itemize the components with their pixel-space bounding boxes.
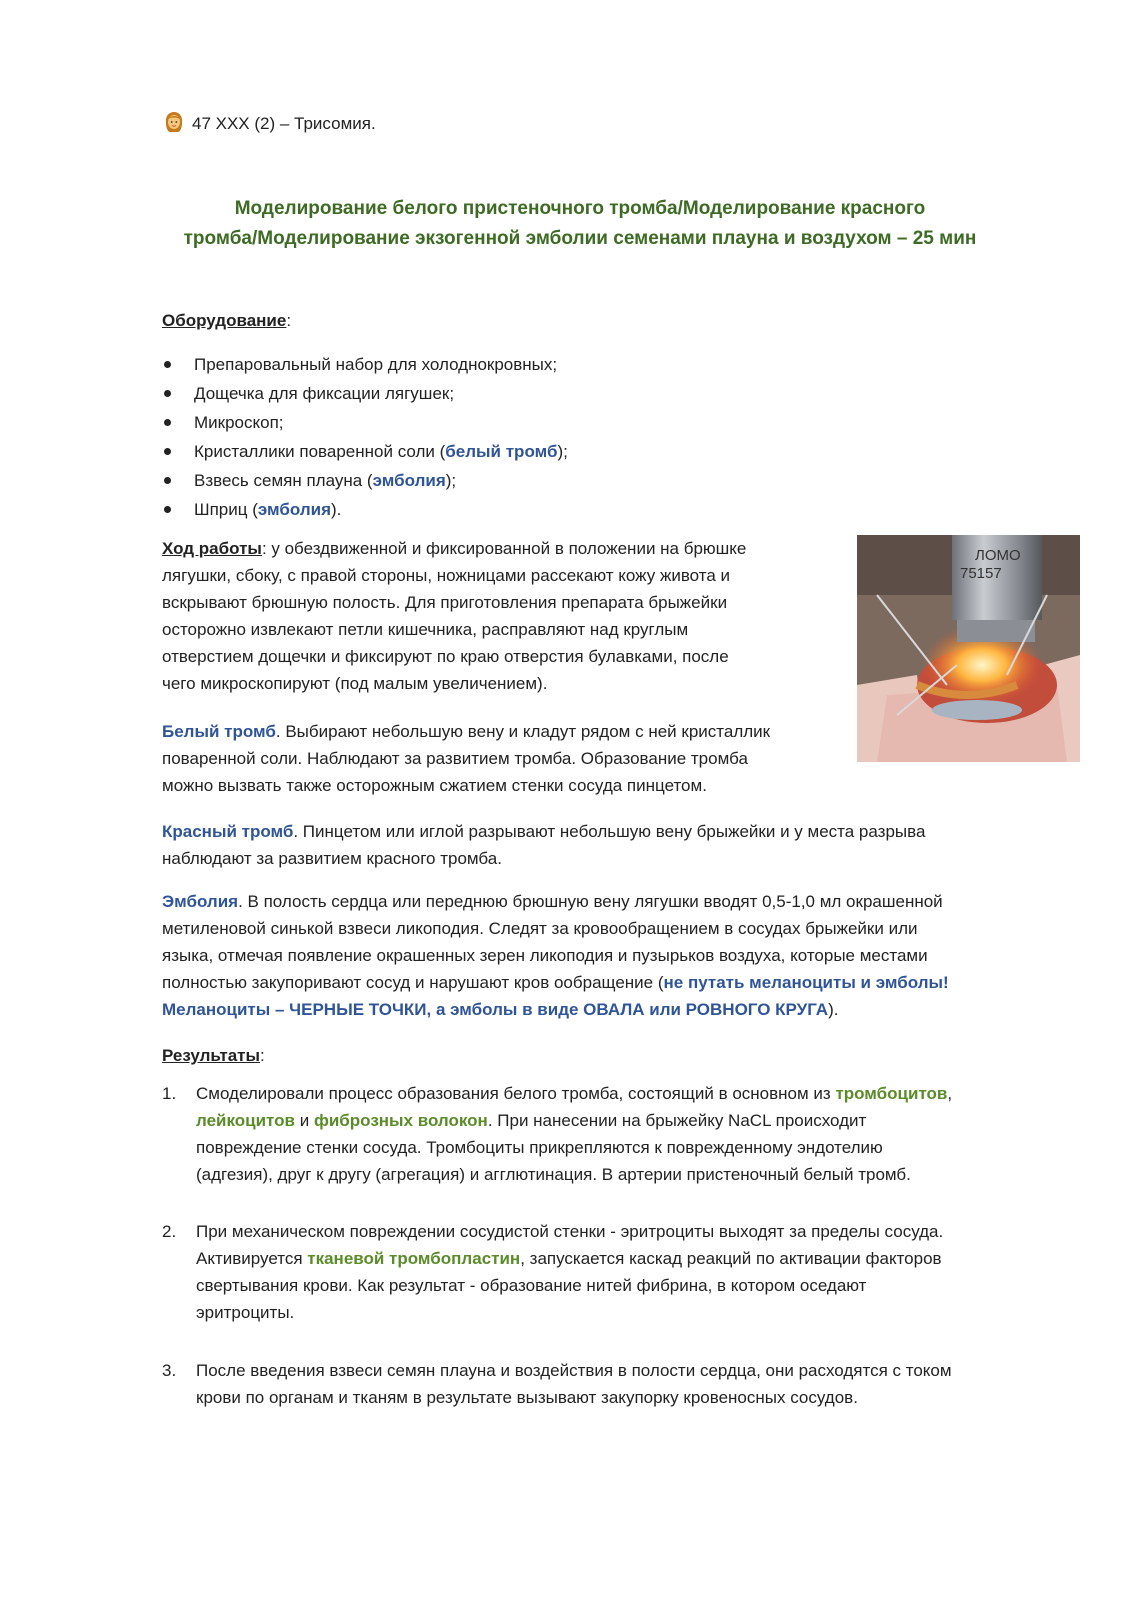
- item-highlight: белый тромб: [445, 442, 558, 461]
- text-span: полностью закупоривают сосуд и нарушают кров ообращение (: [162, 973, 664, 992]
- results-heading: [162, 1046, 265, 1066]
- text-line: наблюдают за развитием красного тромба.: [162, 849, 502, 868]
- bullet-icon: [164, 361, 171, 368]
- white-thrombus-heading: Белый тромб: [162, 722, 276, 741]
- term-highlight: тромбоцитов: [835, 1084, 948, 1103]
- text-line: осторожно извлекают петли кишечника, расправляют над круглым: [162, 620, 689, 639]
- photo-label: 75157: [960, 565, 1002, 582]
- item-text: Дощечка для фиксации лягушек;: [194, 384, 455, 403]
- title-line: тромба/Моделирование экзогенной эмболии семенами плауна и воздухом – 25 мин: [183, 228, 977, 249]
- text-span: , запускается каскад реакций по активации факторов: [520, 1249, 942, 1268]
- list-item: [162, 350, 568, 379]
- red-thrombus-paragraph: [162, 818, 1062, 872]
- bullet-icon: [164, 477, 171, 484]
- karyotype-text: 47 XXX (2) – Трисомия.: [192, 114, 376, 133]
- item-text: ).: [331, 500, 342, 519]
- woman-emoji-icon: [162, 110, 186, 134]
- text-line: [162, 888, 1062, 915]
- text-line: [162, 996, 1062, 1023]
- text-line: языка, отмечая появление окрашенных зерен ликоподия и пузырьков воздуха, которые местами: [162, 946, 928, 965]
- text-line: [162, 969, 1062, 996]
- bullet-icon: [164, 419, 171, 426]
- text-line: отверстием дощечки и фиксируют по краю отверстия булавками, после: [162, 647, 729, 666]
- bullet-icon: [164, 390, 171, 397]
- item-text: );: [445, 471, 457, 490]
- text-line: [196, 1107, 1066, 1134]
- equipment-heading-colon: :: [286, 311, 292, 330]
- result-text: [196, 1080, 1066, 1188]
- text-line: свертывания крови. Как результат - образование нитей фибрина, в котором оседают: [196, 1276, 867, 1295]
- item-text: Препаровальный набор для холоднокровных;: [194, 355, 558, 374]
- embolism-heading: Эмболия: [162, 892, 239, 911]
- equipment-heading: [162, 311, 291, 331]
- text-span: Смоделировали процесс образования белого тромба, состоящий в основном из: [196, 1084, 836, 1103]
- item-text: Шприц (: [194, 500, 258, 519]
- item-number: 1.: [162, 1084, 177, 1103]
- equipment-heading-text: Оборудование: [162, 311, 287, 330]
- item-text: Взвесь семян плауна (: [194, 471, 373, 490]
- term-highlight: лейкоцитов: [196, 1111, 295, 1130]
- text-line: [162, 818, 1062, 845]
- karyotype-note: [162, 110, 376, 134]
- results-heading-text: Результаты: [162, 1046, 261, 1065]
- list-item: [162, 379, 568, 408]
- text-span: . В полость сердца или переднюю брюшную вену лягушки вводят 0,5-1,0 мл окрашенной: [238, 892, 943, 911]
- text-line: При механическом повреждении сосудистой стенки - эритроциты выходят за пределы сосуда.: [196, 1222, 944, 1241]
- text-span: ,: [947, 1084, 953, 1103]
- text-line: [162, 718, 842, 745]
- text-line: [196, 1245, 1066, 1272]
- text-span: ).: [828, 1000, 839, 1019]
- term-highlight: фиброзных волокон: [313, 1111, 488, 1130]
- result-text: [196, 1218, 1066, 1326]
- results-heading-colon: :: [260, 1046, 265, 1065]
- text-span: и: [295, 1111, 314, 1130]
- item-number: 3.: [162, 1361, 177, 1380]
- list-item: [162, 408, 568, 437]
- text-span: . Пинцетом или иглой разрывают небольшую вену брыжейки и у места разрыва: [293, 822, 926, 841]
- white-thrombus-paragraph: [162, 718, 842, 799]
- warning-highlight: Меланоциты – ЧЕРНЫЕ ТОЧКИ, а эмболы в виде ОВАЛА или РОВНОГО КРУГА: [162, 1000, 829, 1019]
- text-line: вскрывают брюшную полость. Для приготовления препарата брыжейки: [162, 593, 728, 612]
- text-line: лягушки, сбоку, с правой стороны, ножницами рассекают кожу живота и: [162, 566, 731, 585]
- bullet-icon: [164, 448, 171, 455]
- procedure-heading: Ход работы: [162, 539, 262, 558]
- list-item: [162, 466, 568, 495]
- bullet-icon: [164, 506, 171, 513]
- text-line: [196, 1080, 1066, 1107]
- item-text: Кристаллики поваренной соли (: [194, 442, 446, 461]
- text-line: поваренной соли. Наблюдают за развитием тромба. Образование тромба: [162, 749, 748, 768]
- text-span: . Выбирают небольшую вену и кладут рядом с ней кристаллик: [275, 722, 771, 741]
- microscope-photo: [857, 535, 1080, 762]
- photo-label: ЛОМО: [975, 547, 1021, 564]
- list-item: [162, 495, 568, 524]
- warning-highlight: не путать меланоциты и эмболы!: [663, 973, 949, 992]
- text-line: [162, 535, 832, 562]
- title-line: Моделирование белого пристеночного тромба/Моделирование красного: [234, 198, 926, 219]
- embolism-paragraph: [162, 888, 1062, 1023]
- text-line: (адгезия), друг к другу (агрегация) и агглютинация. В артерии пристеночный белый тромб.: [196, 1165, 911, 1184]
- item-text: Микроскоп;: [194, 413, 284, 432]
- text-line: чего микроскопируют (под малым увеличением).: [162, 674, 548, 693]
- text-line: После введения взвеси семян плауна и воздействия в полости сердца, они расходятся с током: [196, 1361, 952, 1380]
- list-item: [162, 437, 568, 466]
- text-span: Активируется: [196, 1249, 308, 1268]
- term-highlight: тканевой тромбопластин: [307, 1249, 521, 1268]
- text-line: метиленовой синькой взвеси ликоподия. Следят за кровообращением в сосудах брыжейки или: [162, 919, 918, 938]
- result-text: [196, 1357, 1066, 1411]
- text-line: повреждение стенки сосуда. Тромбоциты прикрепляются к поврежденному эндотелию: [196, 1138, 883, 1157]
- page-title: [150, 194, 1010, 254]
- text-line: крови по органам и тканям в результате вызывают закупорку кровеносных сосудов.: [196, 1388, 858, 1407]
- text-span: : у обездвиженной и фиксированной в положении на брюшке: [261, 539, 747, 558]
- procedure-paragraph: [162, 535, 832, 697]
- equipment-list: [162, 350, 568, 524]
- item-highlight: эмболия: [372, 471, 446, 490]
- text-line: можно вызвать также осторожным сжатием стенки сосуда пинцетом.: [162, 776, 707, 795]
- red-thrombus-heading: Красный тромб: [162, 822, 294, 841]
- item-text: );: [557, 442, 568, 461]
- item-highlight: эмболия: [257, 500, 332, 519]
- item-number: 2.: [162, 1222, 177, 1241]
- text-line: эритроциты.: [196, 1303, 295, 1322]
- text-span: . При нанесении на брыжейку NaCL происходит: [487, 1111, 867, 1130]
